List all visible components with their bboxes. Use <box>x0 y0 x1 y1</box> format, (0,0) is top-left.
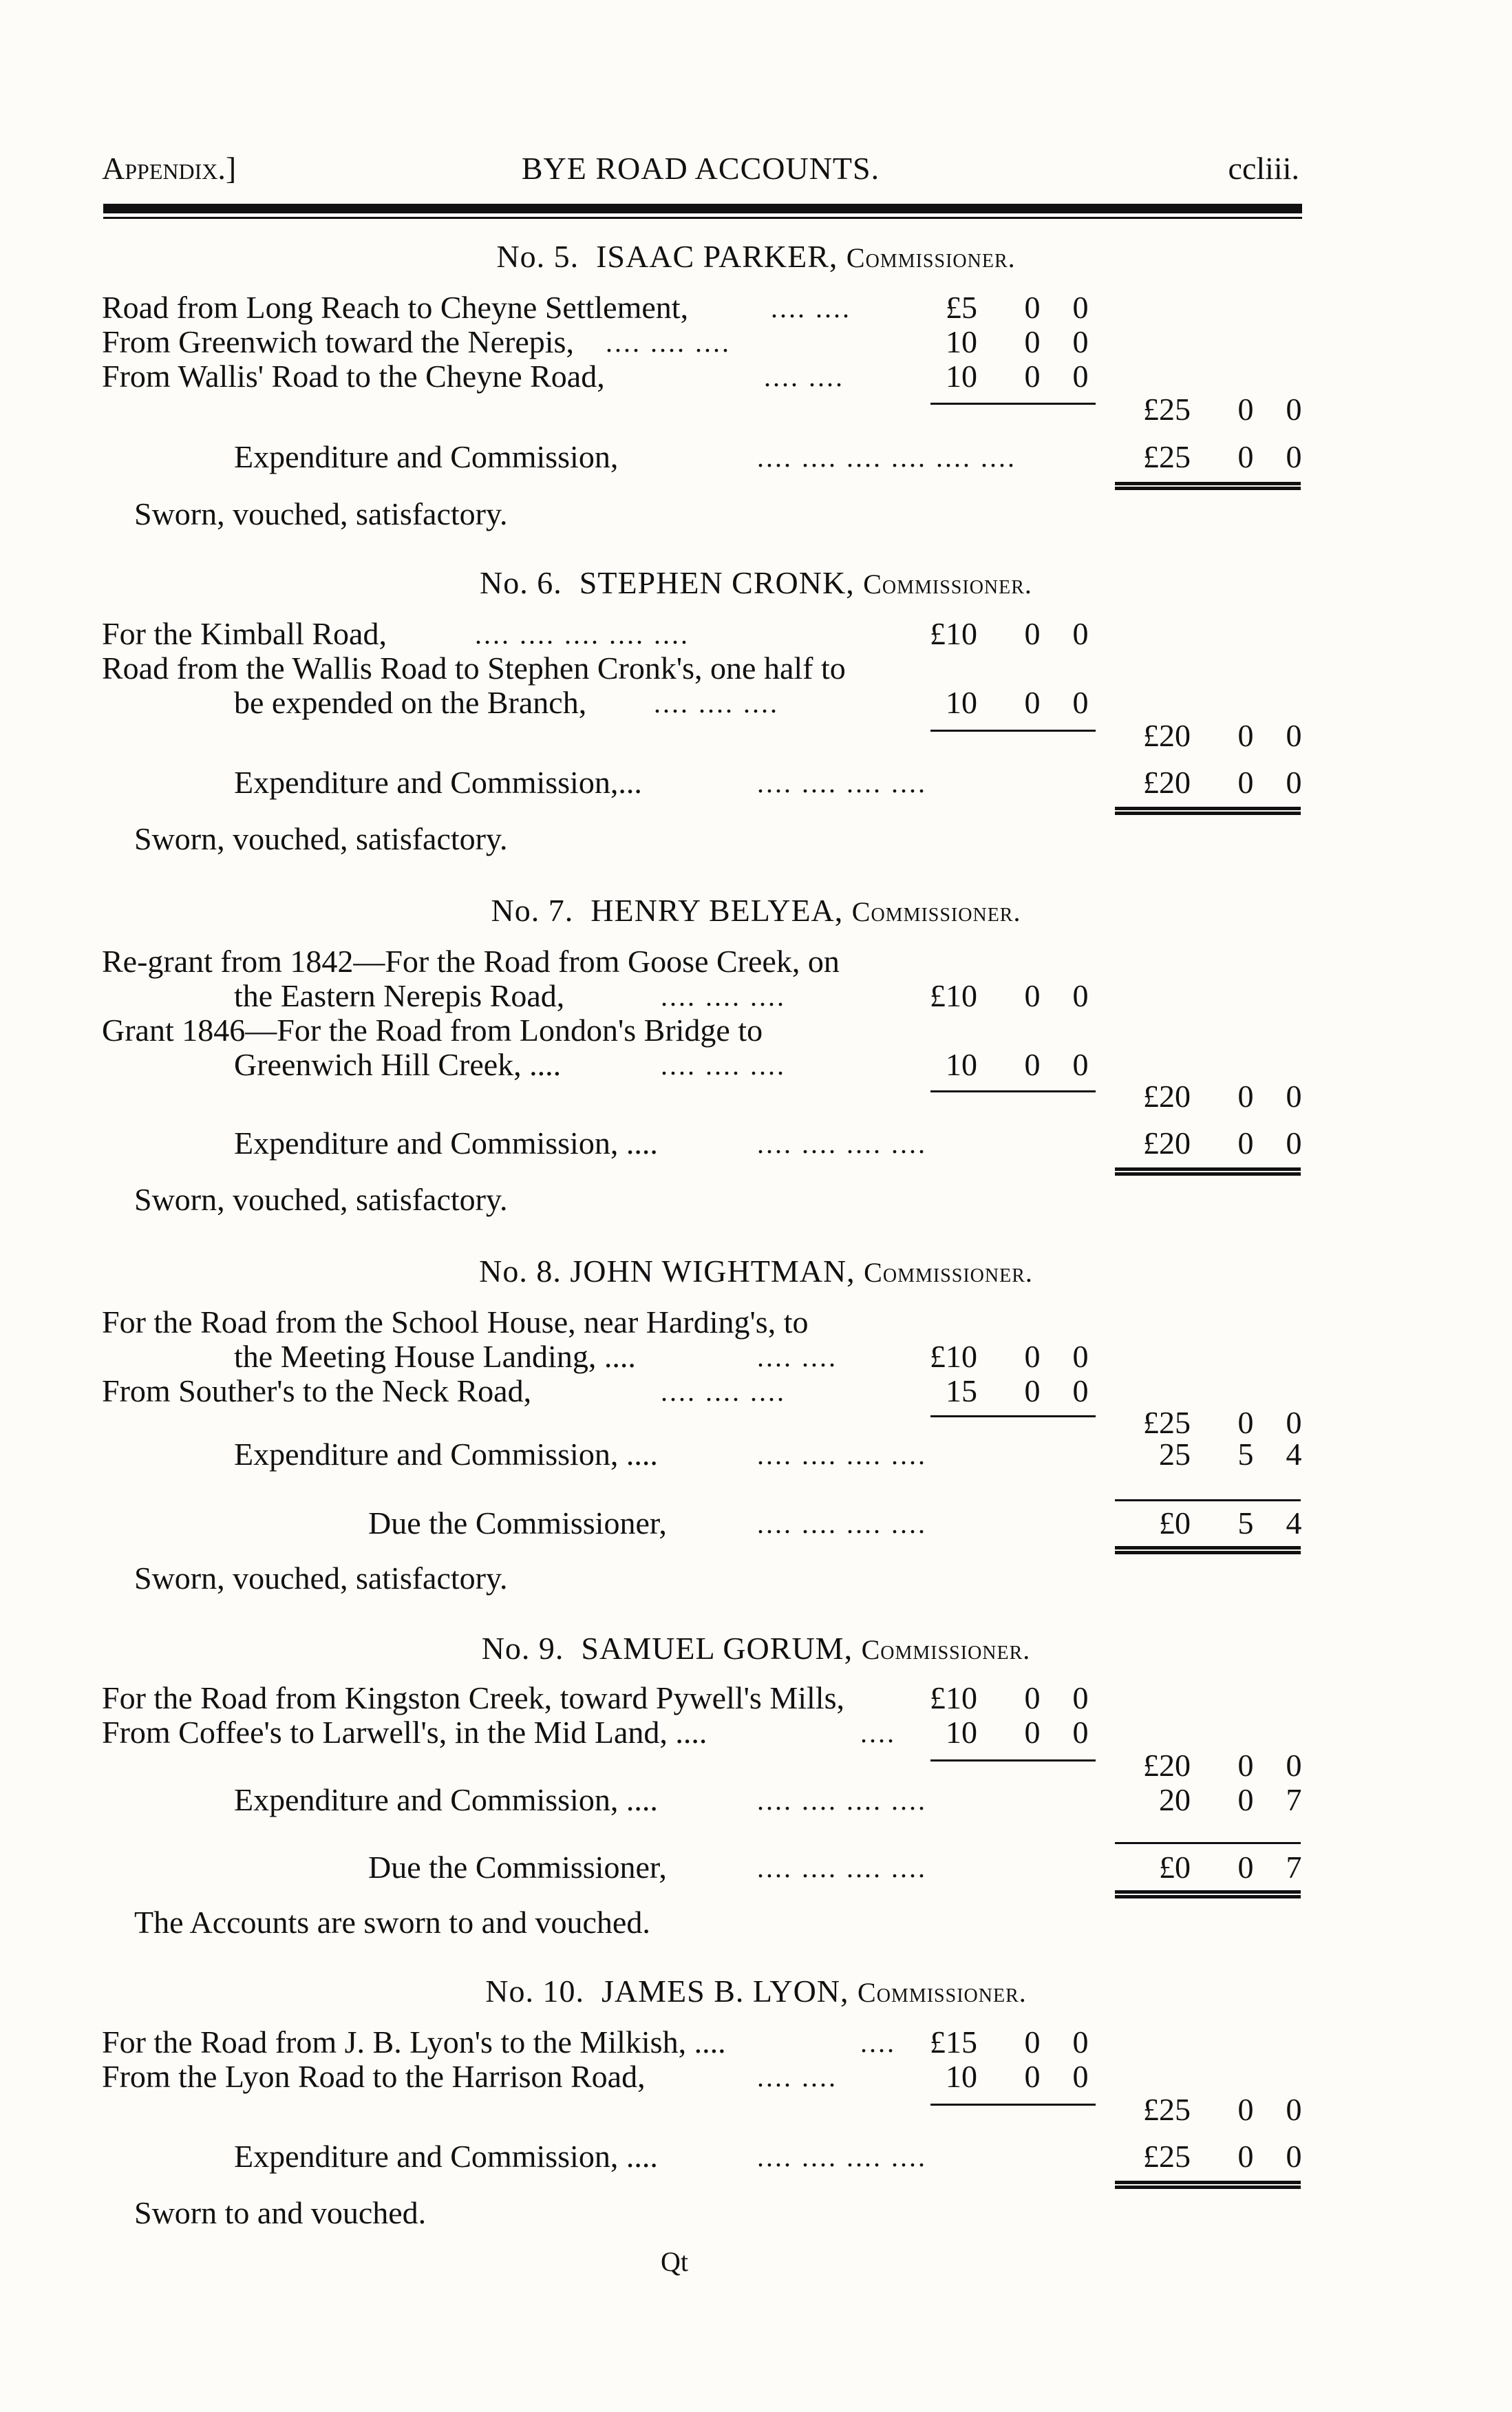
amount: 10 0 0 <box>946 2059 1089 2094</box>
closing-note: The Accounts are sworn to and vouched. <box>134 1905 650 1940</box>
amount: 15 0 0 <box>946 1373 1089 1408</box>
account-heading: No. 5. ISAAC PARKER, Commissioner. <box>496 239 1016 274</box>
expenditure-line: Expenditure and Commission, .... <box>234 1437 658 1472</box>
closing-note: Sworn, vouched, satisfactory. <box>134 1182 508 1217</box>
account-line: Grant 1846—For the Road from London's Bridge to <box>102 1013 763 1048</box>
leader-dots: .... .... <box>757 2062 838 2093</box>
balance-rule <box>1115 1890 1301 1898</box>
due-line: Due the Commissioner, <box>368 1505 667 1541</box>
expenditure-line: Expenditure and Commission, .... <box>234 2139 658 2174</box>
subtotal-rule <box>930 1759 1096 1762</box>
amount: £10 0 0 <box>930 1339 1089 1374</box>
total-amount: £25 0 0 <box>1143 1405 1302 1440</box>
subtotal-rule <box>930 2104 1096 2106</box>
leader-dots: .... .... .... <box>661 981 786 1012</box>
subtotal-rule <box>930 403 1096 405</box>
amount: 10 0 0 <box>946 324 1089 359</box>
expenditure-line: Expenditure and Commission, .... <box>234 1782 658 1817</box>
expenditure-amount: £25 0 0 <box>1143 2139 1302 2174</box>
leader-dots: .... .... .... .... <box>757 1128 927 1159</box>
leader-dots: .... .... .... .... <box>757 1439 927 1470</box>
leader-dots: .... .... .... <box>654 688 779 719</box>
page-number: ccliii. <box>1228 151 1299 186</box>
amount: £10 0 0 <box>930 616 1089 651</box>
leader-dots: .... .... .... <box>661 1376 786 1407</box>
balance-rule <box>1115 2181 1301 2189</box>
balance-rule <box>1115 1546 1301 1554</box>
amount: 10 0 0 <box>946 1047 1089 1082</box>
total-amount: £25 0 0 <box>1143 2092 1302 2127</box>
account-line: From Coffee's to Larwell's, in the Mid Land, .... <box>102 1715 707 1750</box>
running-head <box>102 150 1299 198</box>
expenditure-line: Expenditure and Commission, <box>234 439 619 474</box>
leader-dots: .... <box>860 1717 896 1748</box>
leader-dots: .... .... <box>771 293 851 324</box>
closing-note: Sworn, vouched, satisfactory. <box>134 821 508 856</box>
leader-dots: .... .... .... .... <box>757 768 927 798</box>
leader-dots: .... .... .... .... <box>757 2141 927 2172</box>
account-heading: No. 6. STEPHEN CRONK, Commissioner. <box>480 565 1032 600</box>
amount: £5 0 0 <box>946 290 1089 325</box>
account-line: For the Kimball Road, <box>102 616 387 651</box>
total-amount: £20 0 0 <box>1143 718 1302 753</box>
amount: 10 0 0 <box>946 359 1089 394</box>
appendix-label: Appendix.] <box>102 151 237 186</box>
total-amount: £20 0 0 <box>1143 1079 1302 1114</box>
account-line: From the Lyon Road to the Harrison Road, <box>102 2059 646 2094</box>
account-line: For the Road from the School House, near Harding's, to <box>102 1304 809 1340</box>
total-amount: £25 0 0 <box>1143 392 1302 427</box>
sum-rule <box>1115 1499 1301 1501</box>
account-line: Re-grant from 1842—For the Road from Goose Creek, on <box>102 944 840 979</box>
leader-dots: .... .... .... .... <box>757 1852 927 1883</box>
leader-dots: .... .... .... <box>661 1050 786 1081</box>
closing-note: Sworn, vouched, satisfactory. <box>134 1561 508 1596</box>
leader-dots: .... .... .... <box>606 327 731 358</box>
amount: 10 0 0 <box>946 685 1089 720</box>
account-line: For the Road from J. B. Lyon's to the Milkish, .... <box>102 2024 726 2060</box>
account-line: Road from the Wallis Road to Stephen Cronk's, one half to <box>102 650 846 686</box>
account-line: Road from Long Reach to Cheyne Settlement, <box>102 290 689 325</box>
subtotal-rule <box>930 1090 1096 1092</box>
expenditure-amount: £20 0 0 <box>1143 1125 1302 1161</box>
leader-dots: .... .... .... .... .... <box>475 619 690 650</box>
account-heading: No. 7. HENRY BELYEA, Commissioner. <box>491 893 1021 928</box>
balance-rule <box>1115 1167 1301 1176</box>
leader-dots: .... .... .... .... <box>757 1785 927 1816</box>
closing-note: Sworn, vouched, satisfactory. <box>134 496 508 531</box>
due-line: Due the Commissioner, <box>368 1850 667 1885</box>
account-line: Greenwich Hill Creek, .... <box>234 1047 562 1082</box>
balance-rule <box>1115 807 1301 815</box>
header-rule <box>103 204 1302 219</box>
account-line: be expended on the Branch, <box>234 685 587 720</box>
expenditure-amount: £20 0 0 <box>1143 765 1302 800</box>
due-amount: £0 5 4 <box>1159 1505 1302 1541</box>
expenditure-line: Expenditure and Commission, .... <box>234 1125 658 1161</box>
leader-dots: .... <box>860 2027 896 2058</box>
account-line: the Meeting House Landing, .... <box>234 1339 636 1374</box>
closing-note: Sworn to and vouched. <box>134 2195 427 2230</box>
subtotal-rule <box>930 1415 1096 1417</box>
leader-dots: .... .... <box>764 361 844 392</box>
page-title: BYE ROAD ACCOUNTS. <box>521 151 880 186</box>
leader-dots: .... .... .... .... .... .... <box>757 442 1016 473</box>
account-line: From Wallis' Road to the Cheyne Road, <box>102 359 605 394</box>
account-line: For the Road from Kingston Creek, toward Pywell's Mills, <box>102 1680 844 1715</box>
expenditure-amount: 20 0 7 <box>1159 1782 1302 1817</box>
leader-dots: .... .... <box>757 1342 838 1373</box>
account-heading: No. 9. SAMUEL GORUM, Commissioner. <box>481 1631 1031 1666</box>
balance-rule <box>1115 482 1301 490</box>
expenditure-amount: 25 5 4 <box>1159 1437 1302 1472</box>
expenditure-line: Expenditure and Commission,... <box>234 765 642 800</box>
sum-rule <box>1115 1842 1301 1844</box>
due-amount: £0 0 7 <box>1159 1850 1302 1885</box>
total-amount: £20 0 0 <box>1143 1748 1302 1783</box>
amount: £10 0 0 <box>930 978 1089 1013</box>
amount: £10 0 0 <box>930 1680 1089 1715</box>
signature-mark: Qt <box>661 2246 688 2277</box>
subtotal-rule <box>930 730 1096 732</box>
amount: £15 0 0 <box>930 2024 1089 2060</box>
leader-dots: .... .... .... .... <box>757 1508 927 1539</box>
account-heading: No. 10. JAMES B. LYON, Commissioner. <box>485 1974 1027 2009</box>
expenditure-amount: £25 0 0 <box>1143 439 1302 474</box>
account-line: From Souther's to the Neck Road, <box>102 1373 532 1408</box>
account-heading: No. 8. JOHN WIGHTMAN, Commissioner. <box>479 1253 1033 1289</box>
account-line: From Greenwich toward the Nerepis, <box>102 324 574 359</box>
account-line: the Eastern Nerepis Road, <box>234 978 565 1013</box>
amount: 10 0 0 <box>946 1715 1089 1750</box>
